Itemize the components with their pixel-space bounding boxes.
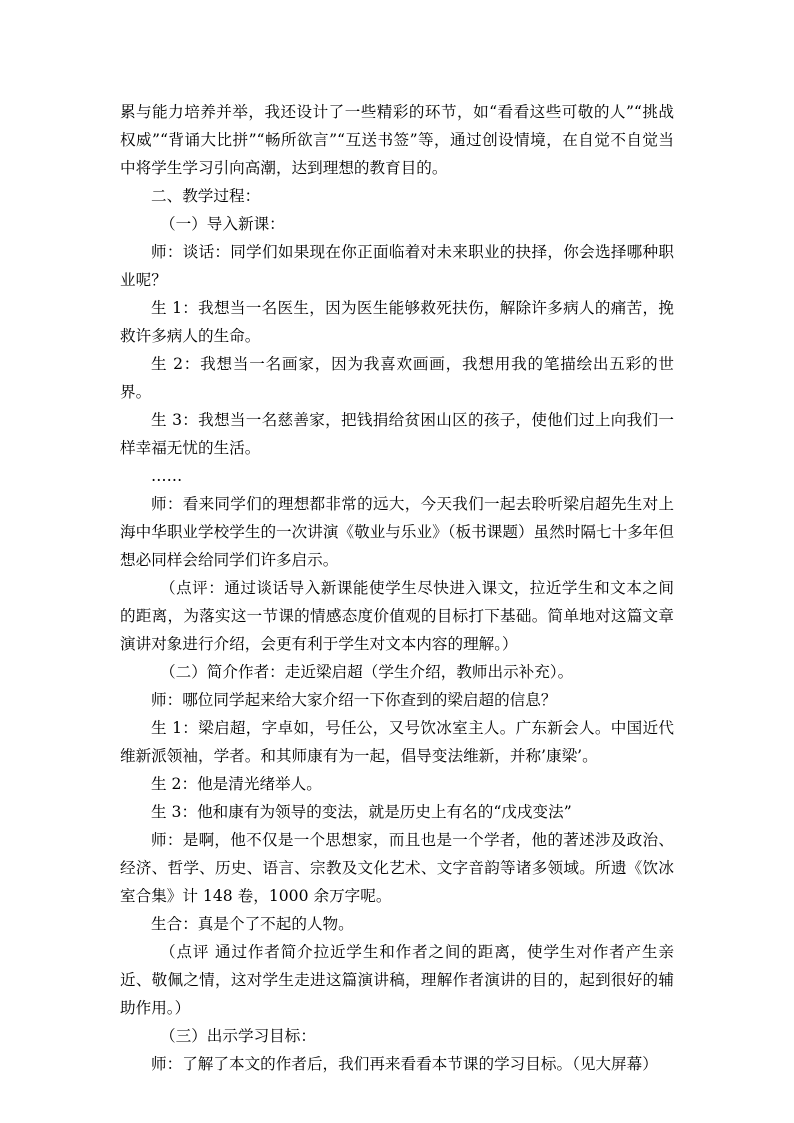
paragraph-students-chorus: 生合：真是个了不起的人物。 bbox=[151, 915, 354, 933]
paragraph-student-2-author: 生 2：他是清光绪举人。 bbox=[151, 775, 322, 793]
document-body bbox=[120, 98, 674, 1078]
paragraph-student-1-answer: 生 1：我想当一名医生，因为医生能够救死扶伤，解除许多病人的痛苦，挽救许多病人的生命。 bbox=[120, 299, 674, 345]
subheading-author-intro: （二）简介作者：走近梁启超（学生介绍，教师出示补充）。 bbox=[160, 663, 574, 681]
paragraph-student-1-author: 生 1：梁启超，字卓如，号任公，又号饮冰室主人。广东新会人。中国近代维新派领袖，学者。和其师康有为一起，倡导变法维新，并称’康梁’。 bbox=[120, 719, 674, 765]
paragraph-teacher-question: 师：谈话：同学们如果现在你正面临着对未来职业的抉择，你会选择哪种职业呢？ bbox=[120, 243, 674, 289]
subheading-learning-goals: （三）出示学习目标： bbox=[160, 1027, 316, 1045]
paragraph-comment-2: （点评 通过作者简介拉近学生和作者之间的距离，使学生对作者产生亲近、敬佩之情，这对学生走进这篇演讲稿，理解作者演讲的目的，起到很好的辅助作用。） bbox=[120, 943, 674, 1017]
paragraph-teacher-lead-in: 师：看来同学们的理想都非常的远大，今天我们一起去聆听梁启超先生对上海中华职业学校学生的一次讲演《敬业与乐业》（板书课题）虽然时隔七十多年但想必同样会给同学们许多启示。 bbox=[120, 495, 674, 569]
paragraph-student-3-answer: 生 3：我想当一名慈善家，把钱捐给贫困山区的孩子，使他们过上向我们一样幸福无忧的生活。 bbox=[120, 411, 674, 457]
paragraph-intro-continuation: 累与能力培养并举，我还设计了一些精彩的环节，如“看看这些可敬的人”“挑战权威”“背诵大比拼”“畅所欲言”“互送书签”等，通过创设情境，在自觉不自觉当中将学生学习引向高潮，达到理想的教育目的。 bbox=[120, 103, 674, 177]
subheading-introduce-lesson: （一）导入新课： bbox=[160, 215, 285, 233]
paragraph-teacher-ask-author: 师：哪位同学起来给大家介绍一下你查到的梁启超的信息？ bbox=[151, 691, 557, 709]
paragraph-student-3-author: 生 3：他和康有为领导的变法，就是历史上有名的“戊戌变法” bbox=[151, 803, 572, 821]
paragraph-teacher-goals: 师：了解了本文的作者后，我们再来看看本节课的学习目标。（见大屏幕） bbox=[151, 1055, 658, 1073]
paragraph-teacher-author-summary: 师：是啊，他不仅是一个思想家，而且也是一个学者，他的著述涉及政治、经济、哲学、历史、语言、宗教及文化艺术、文字音韵等诸多领域。所遗《饮冰室合集》计 148 卷，1000 余万字呢。 bbox=[120, 831, 674, 905]
heading-teaching-process: 二、教学过程： bbox=[151, 187, 261, 205]
paragraph-comment-1: （点评：通过谈话导入新课能使学生尽快进入课文，拉近学生和文本之间的距离，为落实这一节课的情感态度价值观的目标打下基础。简单地对这篇文章演讲对象进行介绍，会更有利于学生对文本内容的理解。） bbox=[120, 579, 674, 653]
paragraph-student-2-answer: 生 2：我想当一名画家，因为我喜欢画画，我想用我的笔描绘出五彩的世界。 bbox=[120, 355, 674, 401]
paragraph-ellipsis: …… bbox=[151, 467, 183, 485]
